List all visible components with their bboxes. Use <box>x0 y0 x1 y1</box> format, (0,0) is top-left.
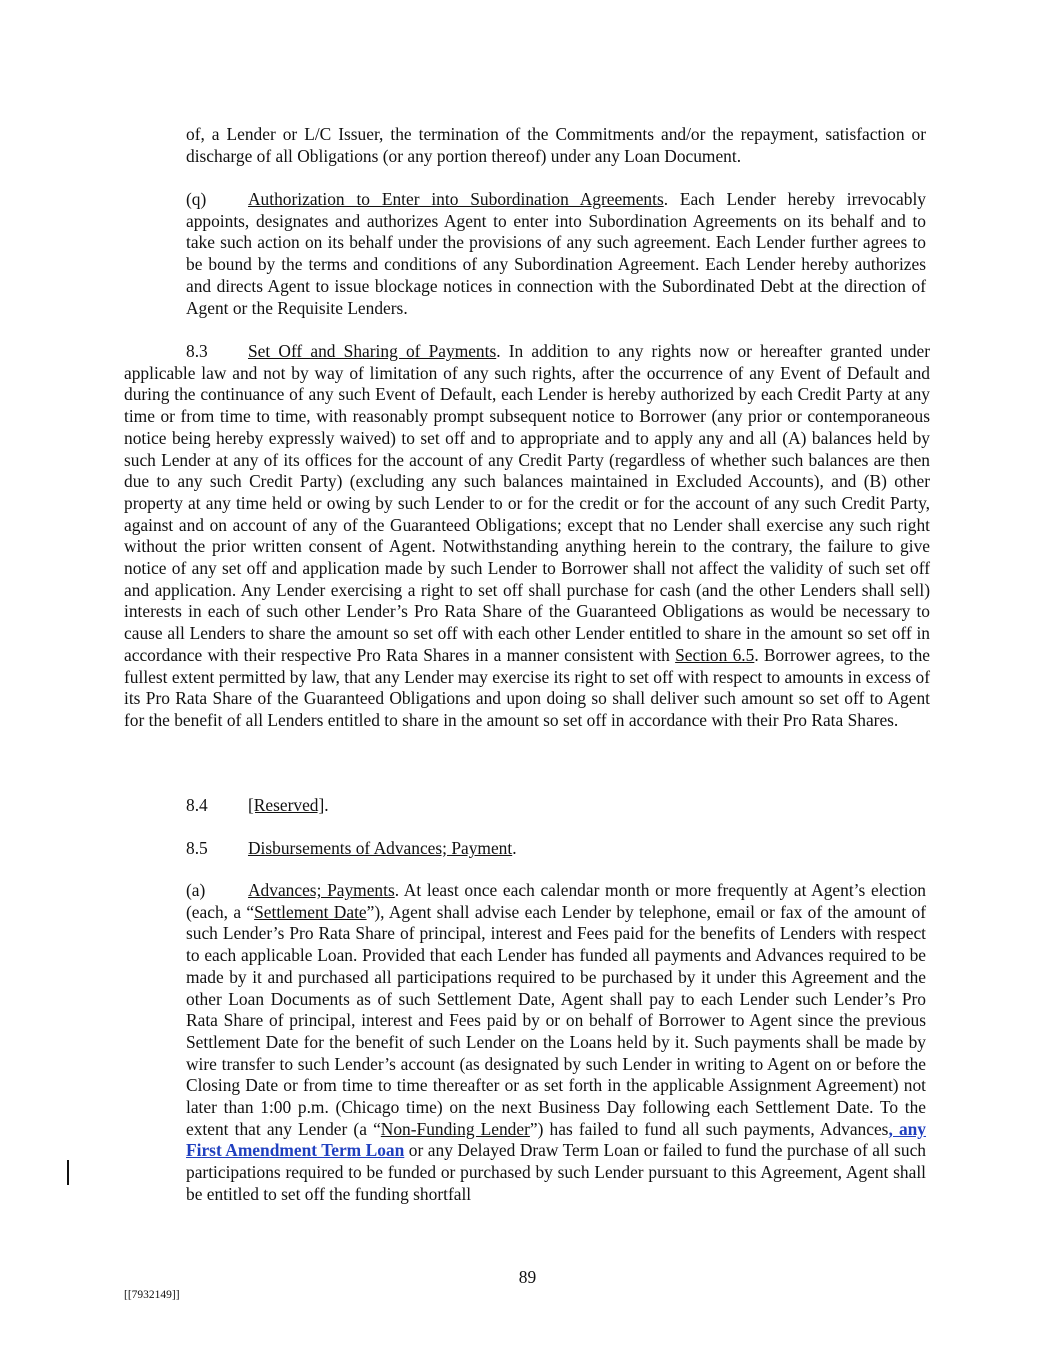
settlement-date-term: Settlement Date <box>254 901 367 922</box>
section-8-3-title: Set Off and Sharing of Payments <box>248 341 497 361</box>
section-a-body-3: ”) has failed to fund all such payments, Advances <box>529 1118 889 1139</box>
section-a-body-4: or any Delayed Draw Term Loan or failed to fund the purchase of all such participations required to be funded or purchased by such Lender pursuant to this Agreement, Agent shall be entitled to set off the funding shortfall <box>186 1140 926 1204</box>
section-8-5-title: Disbursements of Advances; Payment <box>248 838 513 858</box>
section-8-5-number: 8.5 <box>186 838 208 858</box>
section-q-paragraph <box>186 189 926 319</box>
section-8-5-tail: . <box>512 838 517 858</box>
inserted-amendment-text: , any First Amendment Term Loan <box>186 1118 927 1161</box>
section-q-body: . Each Lender hereby irrevocably appoints, designates and authorizes Agent to enter into Subordination Agreements on its behalf and to take such action on its behalf under the provisions of any such agreement. Each Lender further agrees to be bound by the terms and conditions of any Subordination Agreement. Each Lender hereby authorizes and directs Agent to issue blockage notices in connection with the Subordinated Debt at the direction of Agent or the Requisite Lenders. <box>186 189 926 318</box>
section-8-3-paragraph <box>124 341 930 732</box>
section-a-body-1: . At least once each calendar month or more frequently at Agent’s election (each, a “ <box>186 880 927 922</box>
section-a-title: Advances; Payments <box>248 880 395 900</box>
section-8-4-tail: . <box>324 795 329 815</box>
section-8-4-heading <box>186 795 329 817</box>
page-number: 89 <box>518 1267 537 1287</box>
section-8-3-body-1: . In addition to any rights now or hereafter granted under applicable law and not by way of limitation of any such rights, after the occurrence of any Event of Default and during the continuance of any such Event of Default, each Lender is hereby authorized by each Credit Party at any time or from time to time, with reasonably prompt subsequent notice to Borrower (any prior or contemporaneous notice being hereby expressly waived) to set off and to appropriate and to apply any and all (A) balances held by such Lender at any of its offices for the account of any Credit Party (regardless of whether such balances are then due to any such Credit Party) (excluding any such balances maintained in Excluded Accounts), and (B) other property at any time held or owing by such Lender to or for the credit or for the account of any such Credit Party, against and on account of any of the Guaranteed Obligations; except that no Lender shall exercise any such right without the prior written consent of Agent. Notwithstanding anything herein to the contrary, the failure to give notice of any set off and application made by such Lender to Borrower shall not affect the validity of such set off and application. Any Lender exercising a right to set off shall purchase for cash (and the other Lenders shall sell) interests in each of such other Lender’s Pro Rata Share of the Guaranteed Obligations as would be necessary to cause all Lenders to share the amount so set off with each other Lender entitled to share in the amount so set off in accordance with their respective Pro Rata Shares in a manner consistent with <box>124 341 930 665</box>
section-a-paragraph <box>186 880 926 1206</box>
section-8-4-number: 8.4 <box>186 795 208 815</box>
section-8-3-body-2: . Borrower agrees, to the fullest extent permitted by law, that any Lender may exercise its right to set off with respect to amounts in excess of its Pro Rata Share of the Guaranteed Obligations and upon doing so shall deliver such amount so set off to Agent for the benefit of all Lenders entitled to share in the amount so set off in accordance with their Pro Rata Shares. <box>124 644 930 730</box>
document-id: [[7932149]] <box>124 1289 180 1301</box>
section-8-3-number: 8.3 <box>186 341 208 361</box>
continuation-paragraph: of, a Lender or L/C Issuer, the termination of the Commitments and/or the repayment, satisfaction or discharge of all Obligations (or any portion thereof) under any Loan Document. <box>186 124 926 166</box>
section-6-5-reference: Section 6.5 <box>675 644 755 665</box>
revision-change-bar <box>67 1160 69 1185</box>
section-a-body-2: ”), Agent shall advise each Lender by telephone, email or fax of the amount of such Lender’s Pro Rata Share of principal, interest and Fees paid for the benefits of Lenders with respect to each applicable Loan. Provided that each Lender has funded all payments and Advances required to be made by it and purchased all participations required to be purchased by it under this Agreement and the other Loan Documents as of such Settlement Date, Agent shall pay to each Lender such Lender’s Pro Rata Share of principal, interest and Fees paid by or on behalf of Borrower to Agent since the previous Settlement Date for the benefit of such Lender on the Loans held by it. Such payments shall be made by wire transfer to such Lender’s account (as designated by such Lender in writing to Agent on or before the Closing Date or from time to time thereafter or as set forth in the applicable Assignment Agreement) not later than 1:00 p.m. (Chicago time) on the next Business Day following each Settlement Date. To the extent that any Lender (a “ <box>186 901 926 1139</box>
section-8-5-heading <box>186 838 517 860</box>
non-funding-lender-term: Non-Funding Lender <box>380 1118 530 1139</box>
section-8-4-title: [Reserved] <box>248 795 325 815</box>
section-q-title: Authorization to Enter into Subordination Agreements <box>248 189 664 209</box>
section-q-label: (q) <box>186 189 207 209</box>
section-a-label: (a) <box>186 880 206 900</box>
